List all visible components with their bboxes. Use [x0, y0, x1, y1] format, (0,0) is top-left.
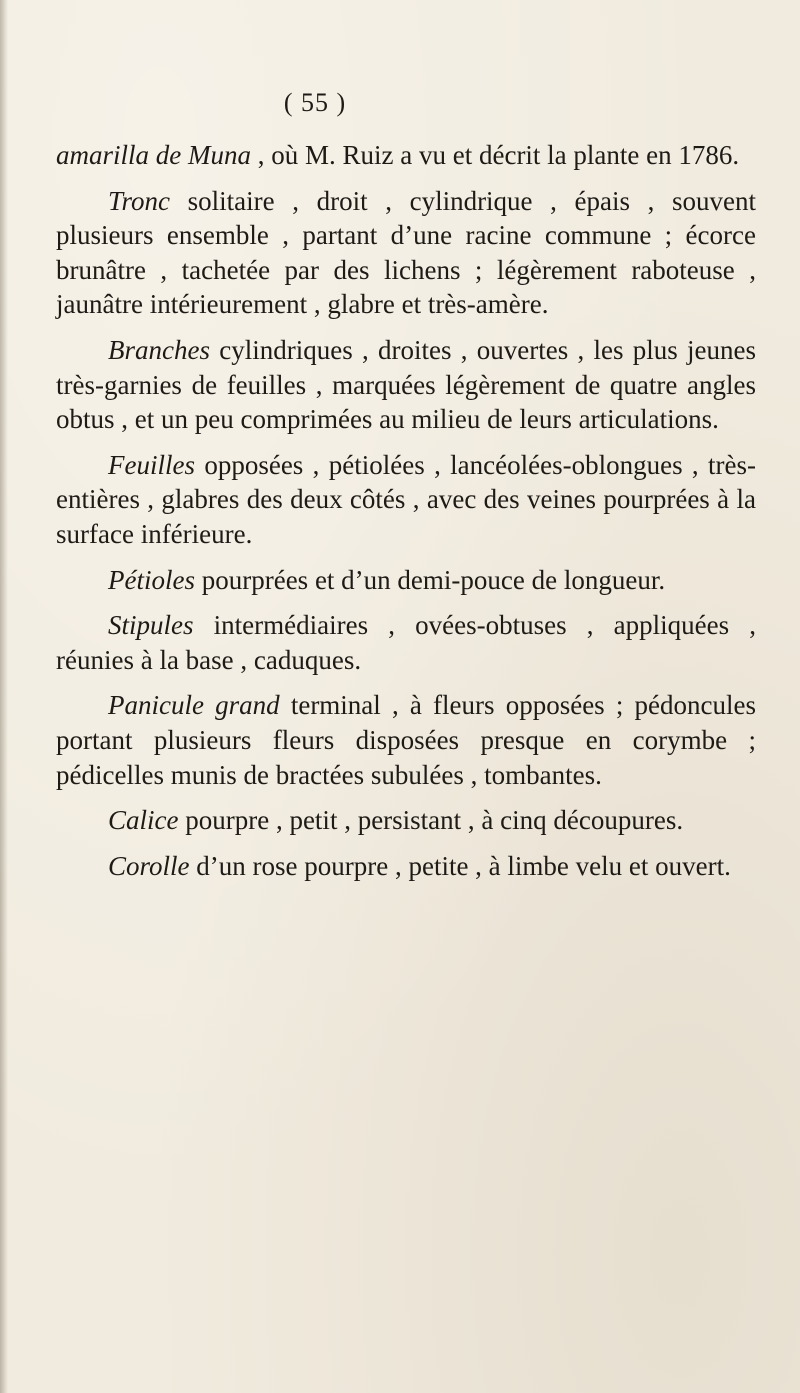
term-stipules: Stipules: [108, 610, 194, 641]
term-panicule: Panicule grand: [108, 690, 280, 721]
term-branches: Branches: [108, 334, 210, 365]
paragraph-feuilles: [56, 448, 756, 552]
species-name: amarilla de Muna: [56, 140, 251, 170]
paragraph-text: d’un rose pourpre , petite , à limbe velu et ouvert.: [189, 850, 731, 881]
paragraph-continuation: [56, 138, 756, 173]
term-petioles: Pétioles: [108, 564, 195, 595]
paragraph-petioles: [56, 563, 756, 598]
paragraph-text: pourprées et d’un demi-pouce de longueur.: [194, 564, 666, 595]
paragraph-text: cylindriques , droites , ouvertes , les plus jeunes très-garnies de feuilles , marquées légèrement de quatre angles obtus , et un peu comprimées au milieu de leurs articulations.: [56, 334, 756, 435]
paragraph-text: solitaire , droit , cylindrique , épais , souvent plusieurs ensemble , partant d’une racine commune ; écorce brunâtre , tachetée par des lichens ; légèrement raboteuse , jaunâtre intérieurement , glabre et très-amère.: [56, 185, 756, 320]
term-corolle: Corolle: [108, 850, 190, 881]
paragraph-panicule: [56, 688, 756, 792]
paragraph-text: intermédiaires , ovées-obtuses , appliquées , réunies à la base , caduques.: [56, 610, 756, 675]
paragraph-branches: [56, 333, 756, 437]
paragraph-text: , où M. Ruiz a vu et décrit la plante en 1786.: [251, 140, 740, 170]
paragraph-corolle: [56, 849, 756, 884]
paragraph-calice: [56, 803, 756, 838]
term-feuilles: Feuilles: [108, 449, 195, 480]
body-text: [56, 138, 756, 894]
page-number: ( 55 ): [283, 88, 347, 117]
paragraph-tronc: [56, 184, 756, 322]
term-tronc: Tronc: [108, 185, 171, 216]
term-calice: Calice: [108, 805, 179, 836]
page-binding-shadow: [0, 0, 8, 1393]
paragraph-text: opposées , pétiolées , lancéolées-oblongues , très-entières , glabres des deux côtés , avec des veines pourprées à la surface inférieure.: [56, 449, 756, 549]
paragraph-text: terminal , à fleurs opposées ; pédoncules portant plusieurs fleurs disposées presque en corymbe ; pédicelles munis de bractées subulées , tombantes.: [56, 690, 756, 790]
paragraph-text: pourpre , petit , persistant , à cinq découpures.: [178, 805, 684, 836]
paragraph-stipules: [56, 608, 756, 677]
